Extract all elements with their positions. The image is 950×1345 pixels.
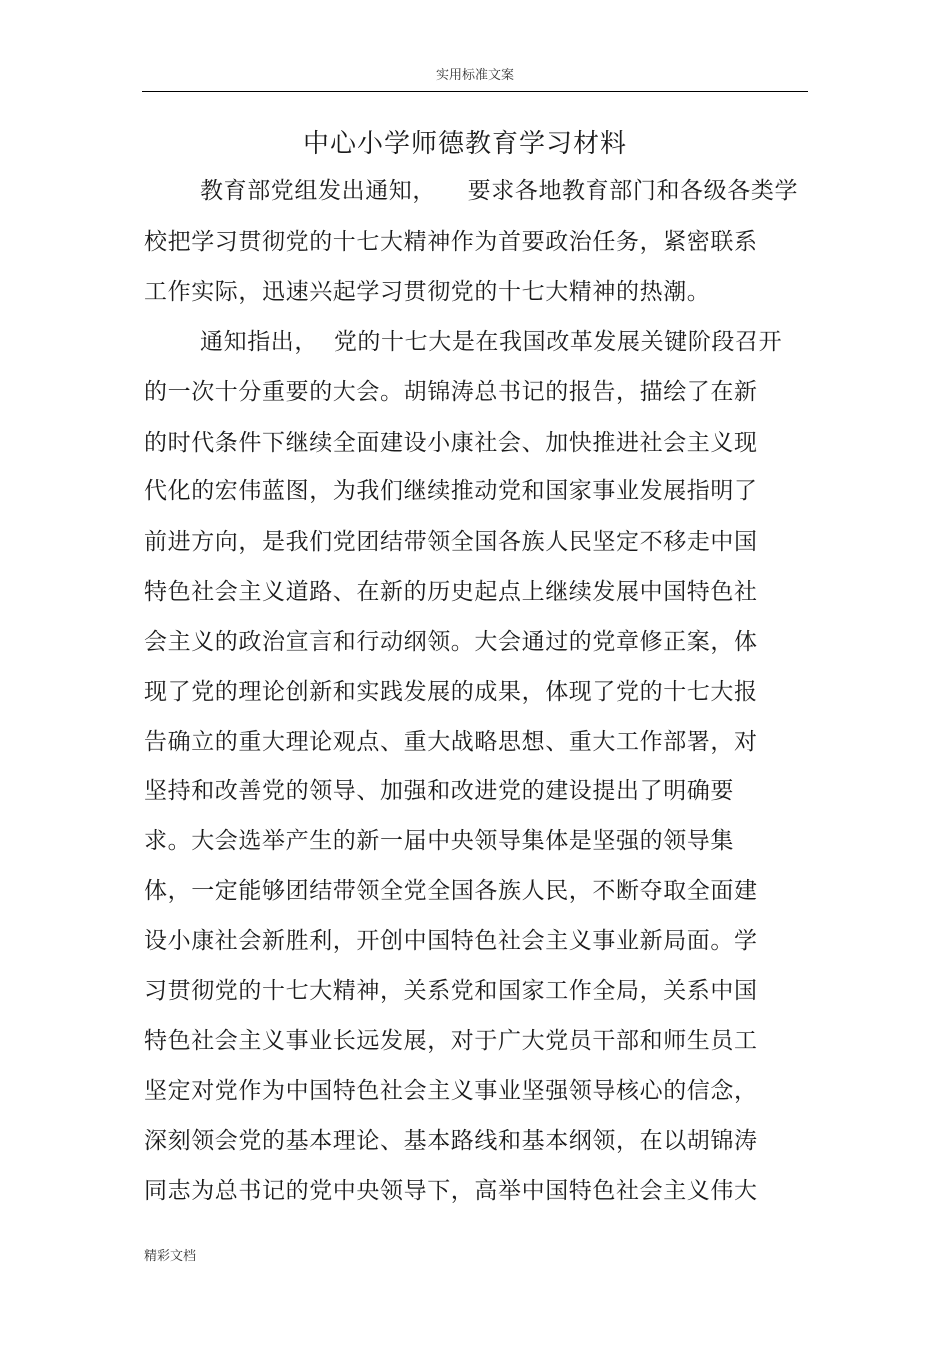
body-line: 前进方向，是我们党团结带领全国各族人民坚定不移走中国 [144,529,758,555]
body-line: 的一次十分重要的大会。胡锦涛总书记的报告，描绘了在新 [144,379,758,405]
body-line: 深刻领会党的基本理论、基本路线和基本纲领，在以胡锦涛 [144,1128,758,1154]
body-line: 特色社会主义事业长远发展，对于广大党员干部和师生员工 [144,1028,758,1054]
body-line: 通知指出， 党的十七大是在我国改革发展关键阶段召开 [200,329,783,355]
body-line: 同志为总书记的党中央领导下，高举中国特色社会主义伟大 [144,1178,758,1204]
body-line: 体，一定能够团结带领全党全国各族人民，不断夺取全面建 [144,878,758,904]
header-divider [142,91,808,92]
body-line: 设小康社会新胜利，开创中国特色社会主义事业新局面。学 [144,928,758,954]
body-line: 教育部党组发出通知， 要求各地教育部门和各级各类学 [200,178,799,204]
body-line: 坚定对党作为中国特色社会主义事业坚强领导核心的信念， [144,1078,758,1104]
page-footer: 精彩文档 [144,1249,197,1264]
body-line: 告确立的重大理论观点、重大战略思想、重大工作部署，对 [144,729,758,755]
body-line: 代化的宏伟蓝图，为我们继续推动党和国家事业发展指明了 [144,478,758,504]
body-line: 的时代条件下继续全面建设小康社会、加快推进社会主义现 [144,430,758,456]
header-text: 实用标准文案 [435,68,514,83]
body-line: 校把学习贯彻党的十七大精神作为首要政治任务，紧密联系 [144,229,758,255]
body-line: 习贯彻党的十七大精神，关系党和国家工作全局，关系中国 [144,978,758,1004]
document-title: 中心小学师德教育学习材料 [302,129,627,159]
body-line: 现了党的理论创新和实践发展的成果，体现了党的十七大报 [144,679,758,705]
body-line: 特色社会主义道路、在新的历史起点上继续发展中国特色社 [144,579,758,605]
body-line: 工作实际，迅速兴起学习贯彻党的十七大精神的热潮。 [144,279,711,305]
body-line: 坚持和改善党的领导、加强和改进党的建设提出了明确要 [144,778,734,804]
body-line: 求。大会选举产生的新一届中央领导集体是坚强的领导集 [144,828,734,854]
body-line: 会主义的政治宣言和行动纲领。大会通过的党章修正案，体 [144,629,758,655]
